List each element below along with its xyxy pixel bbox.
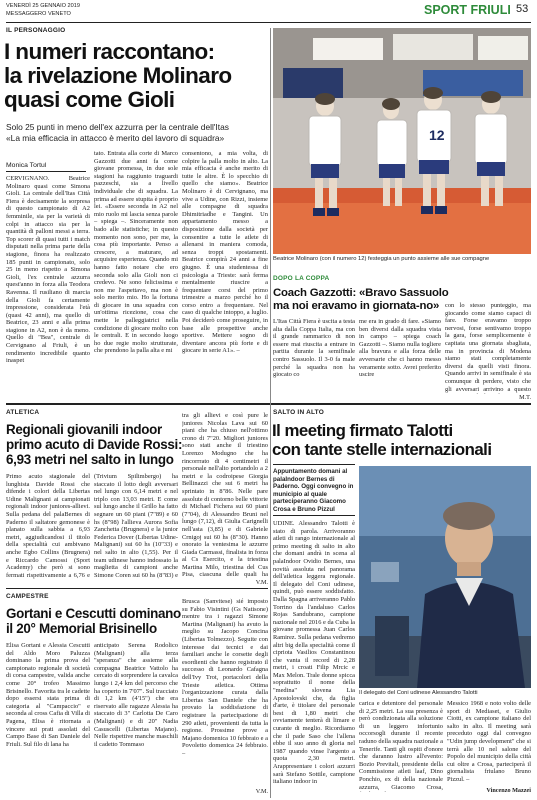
kicker-dopo-coppa: DOPO LA COPPA [273,275,330,282]
kicker-atletica: ATLETICA [6,409,40,416]
masthead [0,0,537,22]
article-1-col-2: tato. Entrata alla corte di Marco Gazzotti due anni fa come giovane promessa, in due sole stagioni ha raggiunto traguardi pazzeschi, sia a livello individuale che di squadra. La prima ad essere stupita è proprio lei. «Essere seconda in A2 nel mio ruolo mi lascia senza parole – spiega –. Sinceramente non bado alle statistiche; in questo momento non sono, per me, la cosa più importante. Penso a crescere, a maturare, ad acquisire esperienza. Quando mi hanno fatto notare che ero seconda solo alla Gioli non ci credevo. Ne sono felicissima e non me l'aspettavo, ma non è solo merito mio. Ho la fortuna di giocare in una squadra con un'ottima ricezione, cosa che mette le palleggiatrici nella condizione di giocare molto con le centrali. E in secondo luogo ho due regie molto strutturate, che prendono la palla alta e mi [94,150,178,355]
headline-gortani-line-1: Gortani e Cescutti dominano [6,606,181,621]
headline-molinaro [4,40,272,112]
headline-talotti-line-2: con tante stelle internazionali [272,440,492,459]
kicker-salto-in-alto: SALTO IN ALTO [273,409,324,416]
article-4-col-3: Brusca (Sanvitese) sié imposto su Fabio Visintini (Gs Natisone) mentre tra i ragazzi Simone Martina (Malignani) ha avuto la meglio su Jacopo Concina (Libertas Tolmezzo). Seguite con interesse dai tecnici e dai familiari anche le corsette degli esordienti che hanno registrato il successo di Leonardo Cafagna dell'Ivy Trot, portacolori della Trieste atletica. Ottima l'organizzazione curata dalla Libertas San Daniele che ha provato la soddisfazione di registrare la partecipazione di 290 atleti, provenienti da tutta la regione. Prossime prove a Majano domenica 10 febbraio e a Povoletto domenica 24 febbraio. – [182,598,268,757]
mid-separator [6,403,531,405]
atletica-bottom-rule [6,588,268,589]
photo-1-caption: Beatrice Molinaro (con il numero 12) festeggia un punto assieme alle sue compagne [273,256,490,262]
headline-rossi-line-1: Regionali giovanili indoor [6,422,162,437]
article-3-signature: V.M. [255,579,268,586]
kicker-personaggio: IL PERSONAGGIO [6,27,66,34]
headline-gazzotti-line-1: Coach Gazzotti: «Bravo Sassuolo [273,287,449,299]
headline-line-1: I numeri raccontano: [4,39,215,64]
article-2-col-3: con lo stesso punteggio, ma giocando come siamo capaci di fare. Forse eravamo troppo nervosi, forse sentivamo troppo la gara, forse semplicemente è capitata una giornata sbagliata, ma in provincia di Modena siamo stati completamente diversi da quelli visti finora. Quando arrivi in semifinale è sta comunque di perdere, visto che gli avversari arrivino a questo [445,302,531,393]
talotti-portrait-image [359,466,531,688]
byline: Monica Tortul [6,162,47,169]
section-title: SPORT FRIULI [424,3,511,17]
article-5-col-2: carica e detentore del personale di 2,25 metri. La sua presenza è però condizionata alla soluzione di un leggero infortunio occorsogli durante il recente raduno della squadra nazionale a Tenerife. Tanti gli ospiti d'onore che daranno lustro all'evento: Bozio Previtali, presidente della Commissione atleti laaf, Dino Ponchio, ex di della nazionale azzurra, Giacomo Crosa, [359,700,443,791]
article-1-col-1: CERVIGNANO. Beatrice Molinaro quasi come Simona Gioli. La centrale dell'Itas Città Fiera è decisamente la sorpresa di questo campionato di A2 femminile, sia per la varietà di colpi in attacco sia per la quantità di palloni messi a terra. Top scorer di quasi tutti i match disputati nella prima parte della stagione, finora ha realizzato 185 punti in campionato, solo 25 in meno rispetto a Simona Gioli, l'ex centrale azzurra quest'anno in forza alla Teodora Ravenna. Il rusiliano di marcia della Gioli fa certamente impressione, considerata l'età (quasi 42 anni), ma quello di Beatrice, 23 anni e alla prima stagione in A2, non è da meno. Quello di "Bea", centrale di Cervignano al Friuli, è un rendimento incredibile quanto inaspet [6,175,90,365]
article-4-col-1: Elisa Gortani e Alessia Cescutti del Aldo Moro Paluzza dominano la prima prova del campionato regionale di società di corsa campestre, valida anche come 20° trofeo Massimo Brisinello. Favorita tra le cadette dopo essersi stata prima di categoria al "Campaccio" e seconda al cross Cafia di Villa di Pagena, Elisa è ritornata a vincere sui prati assolati del Campo Base di San Daniele del Friuli. Sul filo di lana ha [6,642,90,748]
subheadline-line-2: «La mia efficacia in attacco è merito del lavoro di squadra» [6,133,225,143]
subheadline-line-1: Solo 25 punti in meno dell'ex azzurra per la centrale dell'Itas [6,122,229,132]
headline-gortani-line-2: il 20° Memorial Brisinello [6,621,157,636]
highlight-box [273,464,355,516]
article-2-col-2: me era in grado di fare. «Siamo ben diversi dalla squadra vista in campo – spiega coach Gazzotti –. Siamo nulla togliere alla bravura e alla forza delle avversarie che ci hanno messo veramente sotto. Avrei preferito uscire [359,318,441,379]
volleyball-scene-image [273,28,531,254]
talotti-photo [359,466,531,688]
article-5-col-3: Messico 1968 e noto volto delle sport di Mediaset, e Giulio Ciotti, ex campione italiano del salto in alto. Il meeting sarà preceduto oggi dal convegno "Udin jump development" che si terrà alle 10 nel salone del Popolo del municipio della città cui oltre a Crosa, parteciperà il giornalista friulano Bruno Pizzul. – [447,700,531,783]
headline-line-2: la rivelazione Molinaro [4,63,232,88]
article-2-signature: M.T. [519,394,531,401]
article-5-signature: Vincenzo Mazzei [486,787,531,794]
masthead-rule [6,22,531,23]
subheadline [6,122,274,144]
kicker-campestre: CAMPESTRE [6,593,49,600]
article-5-col-1: UDINE. Alessandro Talotti è stato di parola. Arrivoranno atleti di rango internazionale al primo meeting di salto in alto che domani andrà in scena al palaIndoor Ovidio Bernes, una novità assoluta nel panorama dell'atletica leggera regionale. Il delegato del Coni udinese, quindi, può essere soddisfatto. Dalla Spagna arriveranno Pablo Torrino da l'andaluso Carlos Rojas Sandubrano, campione nazionale nel 2016 e da Cuba la giovane promessa Juan Carlos Ramirez. Sulla pedana vedremo altri big della specialità come il cipriota Vasilios Constantinou che vanta il record di 2,28 metri, i croati Filip Mrcic e Max Melon. Trale donne spicca soprattutto il nome della "medina" slovena Lia Apostolovski che, da figlia d'arte, è titolare del personale best di 1,80 metri che ovviamente tenterà di limare e curante di meglio. Ricordiamo che il pade Saso che l'allena ebbe il suo anno di gloria nel 1987 quando vinse l'argento a quota 2,30 metri. Arappresentare i colori azzurri sarà Stefano Sottile, campione italiano indoor in [273,520,355,786]
headline-gazzotti-line-2: ma noi eravamo in giornata-no» [273,300,440,312]
photo-2-caption: Il delegato del Coni udinese Alessandro Talotti [359,690,478,696]
headline-talotti-line-1: Il meeting firmato Talotti [272,421,453,440]
highlight-box-text: Appuntamento domani al palaIndoor Bernes di Paderno. Oggi convegno in municipio al quale parteciperanno Giacomo Crosa e Bruno Pizzul [273,468,354,513]
article-3-col-1: Primo acuto stagionale del lunghista Davide Rossi che difende i colori della Libertas Udine Malignani ai campionati regionali indoor juniores-allievi. Sulla pedana del palaBernes di Paderno il saltatore gemonese è planato sulla sabbia a 6,93 metri, aggiudicandosi il titolo della specialità cui ambivano anche Egbo Collins (Brugnera) e Riccardo Camossi (Sport Academy) che però si sono fermati rispettivamente a 6,76 e [6,473,90,579]
article-2-col-1: L'Itas Città Fiera è uscita a testa alta dalla Coppa Italia, ma con il grande rammarico di non essere mai riuscita a entrare in partita durante la semifinale contro Sassuolo. Il 3-0 fa male perché la squadra non ha giocato co [273,318,355,379]
page-number: 53 [516,3,529,15]
byline-rule [6,171,86,172]
volleyball-photo [273,28,531,254]
article-4-col-2: anticipato Serena Rodolico (Malignani) alla terza "speranza" che assieme alla compagna Beatrice Vattolo ha cercato di sorprendere la cavalca lungo i 2,4 km del percorso che ha coperto in 7'07". Sul tracciato di 1,2 km (4'15") che era riservato alle ragazze Alessia ha staccato di 3" Carlotta De Caro (Malignani) e di 20" Nadia Casuscelli (Libertas Majano). Nelle rispettive manche maschili il cadetto Tommaso [94,642,178,748]
headline-rossi-line-2: primo acuto di Davide Rossi: [6,437,183,452]
headline-talotti [272,421,534,459]
article-3-col-3: tra gli allievi e così pure le juniores Nicolas Lava sui 60 piani che ha chiuso nell'ottimo crono di 7"20. Migliori juniores sono stati anche il triestino Lorenzo Modugno che ha rincorrrato di 4 centimetri il personale nell'alto portandolo a 2 metri e la codroipese Giorgia Bellinazzi che sui 6 metri ha sprintato in 8"86. Nelle pare assolute di contorno belle vittorie di Michael Fichera sui 60 piani (7"04), di Alessandro Bruni nel lungo (7,12), di Giulia Carignelli nell'asta (3,85) e di Gabriele Crnigoj sui 60 hs (8"30). Hanno onorato la ventesima le azzurre Giada Carmassi, finalista in forza al Cs Esercito, e la triestina Martina Milo, triestina del Cus Pisa, ciascuna delle quali ha [182,412,268,578]
headline-rossi-line-3: 6,93 metri nel salto in lungo [6,452,174,467]
article-3-col-2: (Trivium Spilimbergo) ha staccato il lotto degli avversari nel lungo con 6,14 metri e nel triplo con 13,03 metri. E come sul lungo anche il Grillo ha fatto segnare un 60 piani (7"89) e 60 hs (8"98) l'allieva Aurora Sofia Zanchetta (Brugnera) e la junior Federica Dover (Libertas Udine-Malignani) sui 60 hs (10"33) e nel salto in alto (1,55). Per il team udinese hanno indossato la maglietta di campioni anche Simone Coren sui 60 hs (8"83) e [94,473,178,579]
svg-text:12: 12 [429,127,445,143]
vertical-rule-main [270,28,271,798]
masthead-date: VENERDÌ 25 GENNAIO 2019 [6,3,80,9]
headline-line-3: quasi come Gioli [4,87,175,112]
article-1-col-3: consentono, a mia volta, di colpire la palla molto in alto. La mia efficacia è anche merito di tutte le altre. È lo specchio di quello che siamo». Beatrice Molinaro è di Cervignano, ma vive a Udine, con Rizzi, insieme alle compagne di squadra Dhimitriadhe e Tangini. Un appartamento messo a disposizione dalla società per consentire a tutte le atlete di allenarsi in maniera comoda, senza troppi spostamenti. Beatrice compirà 24 anni a fine giugno. È una studentessa di psicologia a Trieste: sarà ferma mentalmente riuscire a frequentare corsi del primo trimestre a marzo perché ho il corso entro a frequentare. Nel caso di qualche intoppo, a luglio. Poi deciderò come proseguire, in base alle prospettive anche sportive. Mettere sogno di diventare ancora più forte e di giocare in serie A1». – [182,150,268,355]
article-4-signature: V.M. [255,788,268,795]
masthead-paper: MESSAGGERO VENETO [6,11,71,17]
